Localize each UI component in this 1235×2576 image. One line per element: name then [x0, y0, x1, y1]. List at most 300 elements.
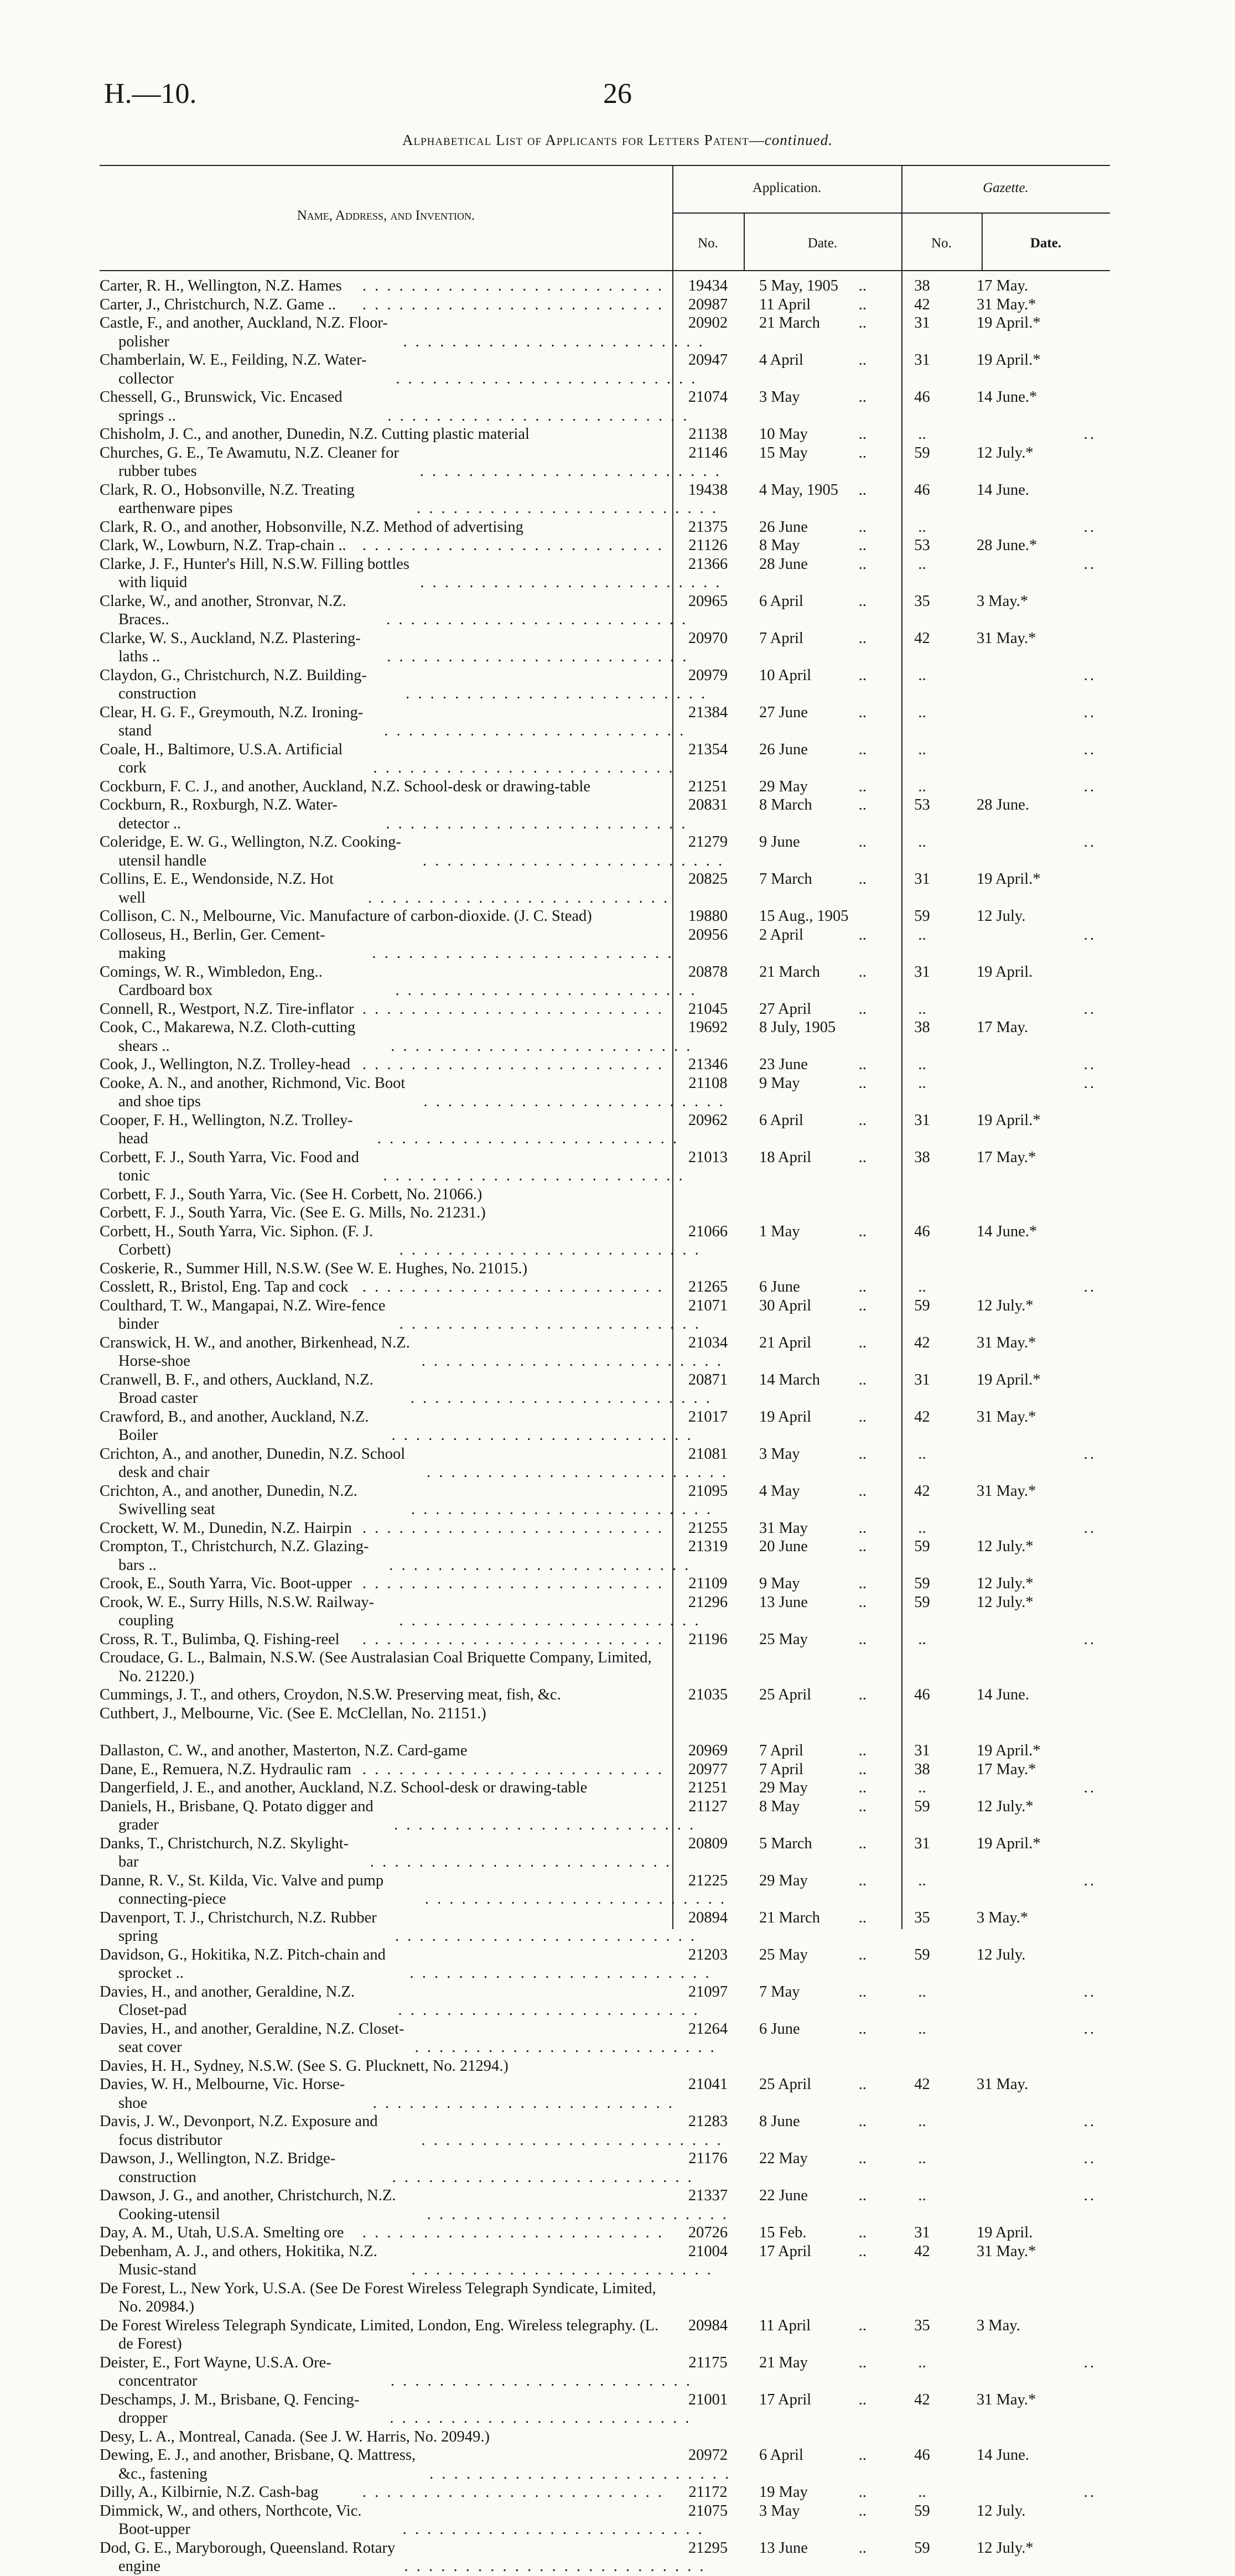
table-row — [100, 2057, 1110, 2076]
application-date: 3 May — [759, 2502, 800, 2520]
gazette-date: 3 May.* — [977, 1909, 1029, 1926]
application-date-cell — [744, 2075, 882, 2094]
gazette-number: 42 — [914, 2391, 930, 2408]
gazette-number: 42 — [914, 2076, 930, 2093]
application-number: 21384 — [688, 703, 728, 721]
table-row — [100, 2502, 1110, 2539]
application-date: 19 April — [759, 1408, 812, 1426]
application-date-cell — [744, 1519, 882, 1538]
applicant-name-invention: Cooke, A. N., and another, Richmond, Vic. Boot and shoe tips — [100, 1074, 406, 1110]
table-row — [100, 1278, 1110, 1297]
applicant-cell — [100, 1797, 696, 1834]
application-date: 4 May — [759, 1482, 800, 1500]
leader-dots: . . . . . . . . . . . . . . . . . . . . . . . . . — [372, 2094, 674, 2112]
table-row — [100, 796, 1110, 833]
applicant-name-invention: Cook, J., Wellington, N.Z. Trolley-head — [100, 1056, 351, 1073]
table-row — [100, 2483, 1110, 2502]
table-row — [100, 926, 1110, 963]
applicant-name-invention: Dangerfield, J. E., and another, Auckland, N.Z. School-desk or drawing-table — [100, 1779, 588, 1796]
application-date-cell — [744, 1872, 882, 1890]
applicant-cell — [100, 2316, 672, 2354]
gazette-number: .. — [918, 833, 926, 851]
leader-dots: . . . . . . . . . . . . . . . . . . . . . . . . . — [420, 574, 722, 591]
table-row — [100, 444, 1110, 481]
table-row — [100, 1797, 1110, 1834]
gazette-number: .. — [918, 778, 926, 795]
application-number: 20871 — [688, 1371, 728, 1388]
application-date-cell — [744, 1371, 882, 1390]
gazette-number: 42 — [914, 629, 930, 647]
application-number: 21172 — [688, 2484, 728, 2501]
table-row — [100, 2354, 1110, 2391]
application-date: 6 April — [759, 2447, 803, 2464]
table-row — [100, 1519, 1110, 1538]
table-row — [100, 1630, 1110, 1649]
table-row — [100, 1593, 1110, 1630]
application-date: 21 May — [759, 2354, 808, 2371]
applicant-name-invention: Cranwell, B. F., and others, Auckland, N.Z. Broad caster — [100, 1371, 373, 1407]
application-date-cell — [744, 1574, 882, 1593]
gazette-date: 12 July.* — [977, 1575, 1034, 1592]
leader-dots: . . . . . . . . . . . . . . . . . . . . . . . . . — [399, 1612, 701, 1629]
table-row — [100, 1334, 1110, 1371]
applicant-name-invention: Dawson, J. G., and another, Christchurch, N.Z. Cooking-utensil — [100, 2187, 396, 2223]
application-number: 21319 — [688, 1538, 728, 1555]
application-date: 8 July, 1905 — [759, 1019, 836, 1036]
applicant-name-invention: Cockburn, R., Roxburgh, N.Z. Water-detector .. — [100, 796, 338, 832]
applicant-cell — [100, 796, 688, 833]
application-date-dots: .. — [858, 1371, 866, 1388]
gazette-date: .. — [1083, 1056, 1096, 1073]
application-date: 29 May — [759, 1779, 808, 1796]
application-date-dots: .. — [858, 2502, 866, 2520]
gazette-date: 12 July.* — [977, 1297, 1034, 1314]
application-number: 21004 — [688, 2242, 728, 2260]
application-number: 21127 — [688, 1797, 728, 1815]
table-row — [100, 740, 1110, 778]
application-date-dots: .. — [858, 629, 866, 647]
gazette-date: 17 May. — [977, 277, 1029, 294]
applicant-name-invention: De Forest, L., New York, U.S.A. (See De Forest Wireless Telegraph Syndicate, Limited, No. 20984.) — [100, 2279, 656, 2315]
application-date: 5 March — [759, 1834, 812, 1852]
applicant-name-invention: Clark, R. O., and another, Hobsonville, N.Z. Method of advertising — [100, 518, 523, 536]
application-date-dots: .. — [858, 2391, 866, 2408]
application-number: 19434 — [688, 277, 728, 294]
application-date-dots: .. — [858, 926, 866, 944]
gazette-number: 46 — [914, 481, 930, 499]
applicant-name-invention: Crichton, A., and another, Dunedin, N.Z. Swivelling seat — [100, 1482, 357, 1518]
applicant-cell — [100, 2391, 692, 2428]
application-date-dots: .. — [858, 2020, 866, 2038]
gazette-number: 46 — [914, 388, 930, 406]
application-date-cell — [744, 2539, 882, 2558]
application-date-cell — [744, 2149, 882, 2168]
application-date: 7 April — [759, 1742, 803, 1759]
gazette-number: 46 — [914, 2447, 930, 2464]
application-number: 20947 — [688, 351, 728, 369]
table-row — [100, 555, 1110, 592]
applicant-name-invention: Clark, W., Lowburn, N.Z. Trap-chain .. — [100, 537, 346, 554]
applicant-name-invention: Davies, W. H., Melbourne, Vic. Horse-shoe — [100, 2076, 345, 2112]
applicant-name-invention: Davis, J. W., Devonport, N.Z. Exposure and focus distributor — [100, 2113, 378, 2149]
application-date-cell — [744, 481, 882, 500]
table-row — [100, 1204, 1110, 1222]
application-number: 21375 — [688, 518, 728, 536]
applicant-cell — [100, 1630, 672, 1649]
column-header-application: Application. — [752, 180, 822, 195]
applicant-name-invention: Davenport, T. J., Christchurch, N.Z. Rubber spring — [100, 1909, 377, 1945]
application-date: 3 May — [759, 1445, 800, 1463]
gazette-date: 28 June. — [977, 796, 1029, 813]
applicant-name-invention: Claydon, G., Christchurch, N.Z. Building-construction — [100, 666, 367, 702]
table-row — [100, 2428, 1110, 2447]
application-date: 11 April — [759, 296, 811, 313]
table-row — [100, 629, 1110, 666]
leader-dots: . . . . . . . . . . . . . . . . . . . . . . . . . — [406, 685, 708, 702]
applicant-cell — [100, 1148, 685, 1185]
applicant-cell — [100, 1741, 672, 1760]
application-date-cell — [744, 2446, 882, 2465]
table-row — [100, 2539, 1110, 2576]
applicant-cell — [100, 592, 688, 629]
leader-dots: . . . . . . . . . . . . . . . . . . . . . . . . . — [362, 277, 664, 294]
application-date-dots: .. — [858, 1593, 866, 1611]
application-date: 13 June — [759, 2539, 808, 2557]
gazette-date: .. — [1083, 1278, 1096, 1295]
applicant-cell — [100, 740, 675, 778]
applicant-cell — [100, 907, 672, 926]
table-top-rule — [100, 165, 1110, 166]
leader-dots: . . . . . . . . . . . . . . . . . . . . . . . . . — [392, 2168, 694, 2186]
gazette-date: 19 April.* — [977, 870, 1041, 888]
table-row — [100, 1260, 1110, 1278]
application-number: 21066 — [688, 1222, 728, 1240]
application-date-dots: .. — [858, 2447, 866, 2464]
applicant-name-invention: Dimmick, W., and others, Northcote, Vic. Boot-upper — [100, 2502, 362, 2538]
application-number: 21264 — [688, 2020, 728, 2038]
gazette-date: 31 May.* — [977, 2391, 1036, 2408]
application-date-cell — [744, 703, 882, 722]
application-date: 9 May — [759, 1575, 800, 1592]
application-date-cell — [744, 1482, 882, 1501]
application-date: 17 April — [759, 2391, 812, 2408]
gazette-date: 14 June. — [977, 2447, 1029, 2464]
table-row — [100, 1574, 1110, 1593]
application-date-dots: .. — [858, 2150, 866, 2167]
application-number: 21146 — [688, 444, 728, 462]
gazette-date: .. — [1083, 518, 1096, 536]
leader-dots: . . . . . . . . . . . . . . . . . . . . . . . . . — [391, 1037, 693, 1055]
application-date: 2 April — [759, 926, 803, 944]
applicant-name-invention: Chisholm, J. C., and another, Dunedin, N.Z. Cutting plastic material — [100, 426, 530, 443]
application-date-dots: .. — [858, 1797, 866, 1815]
document-title — [0, 132, 1235, 149]
application-date-cell — [744, 1797, 882, 1816]
application-date: 6 April — [759, 1111, 803, 1129]
application-date: 22 May — [759, 2150, 808, 2167]
application-date-dots: .. — [858, 740, 866, 758]
gazette-date: 19 April. — [977, 2224, 1033, 2241]
application-number: 21034 — [688, 1334, 728, 1351]
gazette-number: .. — [918, 926, 926, 944]
application-date-dots: .. — [858, 1686, 866, 1703]
application-date-dots: .. — [858, 1834, 866, 1852]
table-row — [100, 2242, 1110, 2279]
applicant-cell — [100, 1593, 701, 1630]
application-date: 18 April — [759, 1148, 812, 1166]
table-row — [100, 963, 1110, 1000]
gazette-date: 28 June.* — [977, 537, 1037, 554]
gazette-number: 59 — [914, 2539, 930, 2557]
leader-dots: . . . . . . . . . . . . . . . . . . . . . . . . . — [419, 463, 722, 480]
table-row — [100, 1074, 1110, 1111]
gazette-number: 59 — [914, 1797, 930, 1815]
applicant-cell — [100, 1204, 672, 1222]
table-body — [100, 277, 1110, 2576]
table-row — [100, 1760, 1110, 1779]
applicant-name-invention: Clarke, J. F., Hunter's Hill, N.S.W. Filling bottles with liquid — [100, 555, 409, 591]
leader-dots: . . . . . . . . . . . . . . . . . . . . . . . . . — [421, 2131, 723, 2149]
application-date: 6 April — [759, 592, 803, 610]
leader-dots: . . . . . . . . . . . . . . . . . . . . . . . . . — [372, 945, 674, 962]
table-row — [100, 592, 1110, 629]
leader-dots: . . . . . . . . . . . . . . . . . . . . . . . . . — [362, 1000, 664, 1018]
applicant-name-invention: Desy, L. A., Montreal, Canada. (See J. W. Harris, No. 20949.) — [100, 2428, 490, 2445]
table-row — [100, 296, 1110, 314]
application-date-dots: .. — [858, 1222, 866, 1240]
application-date-dots: .. — [858, 2187, 866, 2204]
applicant-name-invention: Coleridge, E. W. G., Wellington, N.Z. Cooking-utensil handle — [100, 833, 401, 869]
applicant-name-invention: Dod, G. E., Maryborough, Queensland. Rotary engine — [100, 2539, 396, 2575]
application-date: 6 June — [759, 2020, 800, 2038]
application-date-dots: .. — [858, 277, 866, 294]
application-date-dots: .. — [858, 314, 866, 331]
applicant-cell — [100, 870, 672, 907]
application-date-dots: .. — [858, 1278, 866, 1295]
application-date-cell — [744, 1834, 882, 1853]
gazette-date: .. — [1083, 1519, 1096, 1537]
application-date-dots: .. — [858, 2484, 866, 2501]
table-row — [100, 1371, 1110, 1408]
application-date: 21 March — [759, 1909, 821, 1926]
applicant-name-invention: Croudace, G. L., Balmain, N.S.W. (See Australasian Coal Briquette Company, Limited, No. 21220.) — [100, 1649, 652, 1685]
table-row — [100, 1946, 1110, 1983]
leader-dots: . . . . . . . . . . . . . . . . . . . . . . . . . — [426, 1464, 729, 1481]
table-row — [100, 2446, 1110, 2483]
gazette-date: .. — [1083, 2020, 1096, 2038]
application-number: 19880 — [688, 908, 728, 925]
application-date: 6 June — [759, 1278, 800, 1295]
applicant-cell — [100, 2539, 706, 2576]
applicant-cell — [100, 1111, 679, 1148]
application-date-cell — [744, 1445, 882, 1464]
applicant-name-invention: Coskerie, R., Summer Hill, N.S.W. (See W. E. Hughes, No. 21015.) — [100, 1260, 528, 1277]
application-number: 20969 — [688, 1742, 728, 1759]
application-date: 27 June — [759, 703, 808, 721]
gazette-date: 14 June.* — [977, 1222, 1037, 1240]
application-date: 20 June — [759, 1538, 808, 1555]
leader-dots: . . . . . . . . . . . . . . . . . . . . . . . . . — [393, 1816, 696, 1833]
application-number: 19692 — [688, 1019, 728, 1036]
table-row — [100, 1834, 1110, 1872]
gazette-date: 31 May.* — [977, 296, 1036, 313]
gazette-date: 12 July.* — [977, 1593, 1034, 1611]
leader-dots: . . . . . . . . . . . . . . . . . . . . . . . . . — [414, 2039, 717, 2056]
leader-dots: . . . . . . . . . . . . . . . . . . . . . . . . . — [362, 1056, 664, 1073]
application-date-dots: .. — [858, 1983, 866, 2000]
table-row — [100, 1779, 1110, 1797]
application-date: 21 March — [759, 963, 821, 981]
application-number: 21081 — [688, 1445, 728, 1463]
gazette-number: 59 — [914, 1593, 930, 1611]
application-date-cell — [744, 666, 882, 685]
table-row — [100, 1185, 1110, 1204]
applicant-cell — [100, 2279, 672, 2316]
application-date-cell — [744, 2186, 882, 2205]
applicant-cell — [100, 1909, 697, 1946]
gazette-number: 35 — [914, 1909, 930, 1926]
application-number: 21071 — [688, 1297, 728, 1314]
application-date-cell — [744, 629, 882, 648]
application-date-cell — [744, 1686, 882, 1704]
leader-dots: . . . . . . . . . . . . . . . . . . . . . . . . . — [417, 500, 719, 517]
application-number: 21074 — [688, 388, 728, 406]
application-date-dots: .. — [858, 1445, 866, 1463]
gazette-number: 46 — [914, 1686, 930, 1703]
application-date: 25 April — [759, 2076, 812, 2093]
application-date-dots: .. — [858, 1297, 866, 1314]
table-row — [100, 2223, 1110, 2242]
application-date: 17 April — [759, 2242, 812, 2260]
table-row — [100, 1000, 1110, 1019]
table-row — [100, 1297, 1110, 1334]
leader-dots: . . . . . . . . . . . . . . . . . . . . . . . . . — [422, 852, 725, 869]
application-date: 13 June — [759, 1593, 808, 1611]
leader-dots: . . . . . . . . . . . . . . . . . . . . . . . . . — [362, 2224, 664, 2241]
gazette-number: 31 — [914, 1742, 930, 1759]
gazette-number: 31 — [914, 351, 930, 369]
applicant-cell — [100, 314, 705, 351]
application-date-cell — [744, 388, 882, 407]
leader-dots: . . . . . . . . . . . . . . . . . . . . . . . . . — [390, 2372, 692, 2390]
leader-dots: . . . . . . . . . . . . . . . . . . . . . . . . . — [368, 889, 670, 906]
applicant-name-invention: Dane, E., Remuera, N.Z. Hydraulic ram — [100, 1760, 352, 1778]
application-date-cell — [744, 1983, 882, 2002]
applicant-name-invention: Cooper, F. H., Wellington, N.Z. Trolley-head — [100, 1111, 353, 1147]
gazette-date: 31 May.* — [977, 1334, 1036, 1351]
application-number: 21075 — [688, 2502, 728, 2520]
gazette-date: 19 April.* — [977, 314, 1041, 331]
applicant-cell — [100, 388, 689, 425]
table-row — [100, 1148, 1110, 1185]
application-date: 11 April — [759, 2316, 811, 2334]
application-date-dots: .. — [858, 1946, 866, 1963]
application-date-cell — [744, 1760, 882, 1779]
gazette-date: .. — [1083, 426, 1096, 443]
gazette-number: 53 — [914, 796, 930, 813]
applicant-cell — [100, 1779, 672, 1797]
applicant-name-invention: Dilly, A., Kilbirnie, N.Z. Cash-bag — [100, 2484, 319, 2501]
application-date-cell — [744, 2020, 882, 2039]
applicant-cell — [100, 1260, 672, 1278]
application-date-dots: .. — [858, 2224, 866, 2241]
applicant-name-invention: Carter, J., Christchurch, N.Z. Game .. — [100, 296, 336, 313]
gazette-date: .. — [1083, 1779, 1096, 1796]
application-date-cell — [744, 2391, 882, 2409]
gazette-date: 19 April.* — [977, 1742, 1041, 1759]
applicant-name-invention: Deister, E., Fort Wayne, U.S.A. Ore-concentrator — [100, 2354, 331, 2390]
applicant-cell — [100, 1649, 672, 1686]
application-date: 31 May — [759, 1519, 808, 1537]
gazette-number: 31 — [914, 1371, 930, 1388]
application-date-cell — [744, 1278, 882, 1297]
gazette-number: 59 — [914, 1946, 930, 1963]
leader-dots: . . . . . . . . . . . . . . . . . . . . . . . . . — [421, 1352, 723, 1370]
applicant-name-invention: Crockett, W. M., Dunedin, N.Z. Hairpin — [100, 1519, 352, 1537]
applicant-name-invention: Clarke, W., and another, Stronvar, N.Z. Braces.. — [100, 592, 346, 628]
gazette-date: 12 July.* — [977, 444, 1034, 462]
application-date: 22 June — [759, 2187, 808, 2204]
gazette-date: 12 July. — [977, 2502, 1026, 2520]
leader-dots: . . . . . . . . . . . . . . . . . . . . . . . . . — [383, 1167, 685, 1184]
application-date-dots: .. — [858, 1000, 866, 1018]
applicant-cell — [100, 1000, 672, 1019]
table-row — [100, 481, 1110, 518]
table-row — [100, 1482, 1110, 1519]
application-number: 21337 — [688, 2187, 728, 2204]
document-title-continued: continued. — [764, 132, 833, 148]
gazette-date: 12 July.* — [977, 2539, 1034, 2557]
application-number: 21175 — [688, 2354, 728, 2371]
application-date-dots: .. — [858, 481, 866, 499]
application-number: 20878 — [688, 963, 728, 981]
application-number: 20987 — [688, 296, 728, 313]
application-date-dots: .. — [858, 592, 866, 610]
application-date: 7 March — [759, 870, 812, 888]
gazette-number: 31 — [914, 1834, 930, 1852]
table-row — [100, 388, 1110, 425]
leader-dots: . . . . . . . . . . . . . . . . . . . . . . . . . — [387, 648, 689, 665]
applicant-name-invention: Davidson, G., Hokitika, N.Z. Pitch-chain and sprocket .. — [100, 1946, 386, 1982]
applicant-name-invention: Dallaston, C. W., and another, Masterton, N.Z. Card-game — [100, 1742, 468, 1759]
application-date: 25 April — [759, 1686, 812, 1703]
gazette-number: .. — [918, 518, 926, 536]
gazette-date: 17 May.* — [977, 1760, 1036, 1778]
gazette-number: .. — [918, 1000, 926, 1018]
application-number: 20977 — [688, 1760, 728, 1778]
application-date: 1 May — [759, 1222, 800, 1240]
gazette-date: 12 July. — [977, 908, 1026, 925]
table-row — [100, 1909, 1110, 1946]
applicant-name-invention: Cummings, J. T., and others, Croydon, N.S.W. Preserving meat, fish, &c. — [100, 1686, 561, 1703]
table-row — [100, 2186, 1110, 2223]
gazette-date: 31 May.* — [977, 629, 1036, 647]
application-date-cell — [744, 2223, 882, 2242]
table-row — [100, 870, 1110, 907]
page-code: H.—10. — [104, 78, 197, 110]
application-date-cell — [744, 796, 882, 815]
application-date-dots: .. — [858, 1148, 866, 1166]
gazette-number: .. — [918, 1983, 926, 2000]
leader-dots: . . . . . . . . . . . . . . . . . . . . . . . . . — [424, 1890, 727, 1908]
gazette-number: 59 — [914, 1538, 930, 1555]
applicant-name-invention: Crook, E., South Yarra, Vic. Boot-upper — [100, 1575, 352, 1592]
table-row — [100, 2391, 1110, 2428]
gazette-number: .. — [918, 2354, 926, 2371]
application-date-dots: .. — [858, 1334, 866, 1351]
application-number: 21041 — [688, 2076, 728, 2093]
application-date: 7 April — [759, 629, 803, 647]
